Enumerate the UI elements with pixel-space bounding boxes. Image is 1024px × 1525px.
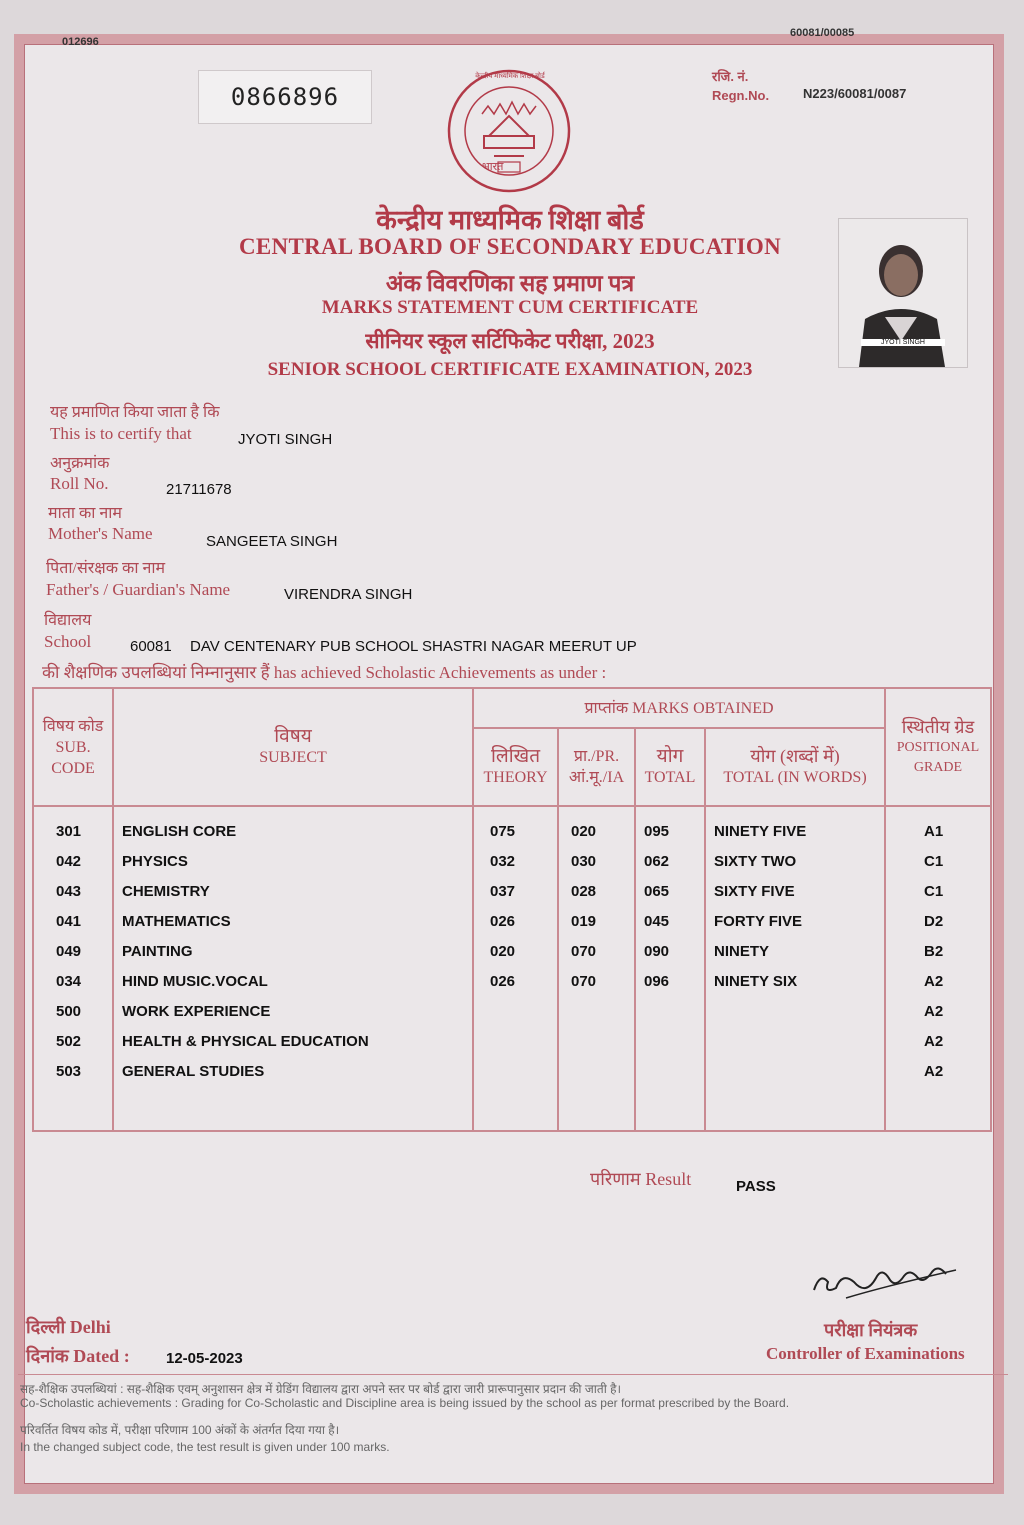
corner-serial: 012696 — [62, 36, 99, 48]
student-photo — [838, 218, 968, 368]
achievement-line: की शैक्षणिक उपलब्धियां निम्नानुसार हैं has achieved Scholastic Achievements as under : — [42, 663, 607, 682]
table-row-grade: A1 — [924, 823, 944, 840]
certify-label-hindi: यह प्रमाणित किया जाता है कि — [50, 404, 220, 421]
table-row-words: SIXTY FIVE — [714, 883, 795, 900]
theory-header: लिखित THEORY — [473, 728, 558, 806]
table-row-ia: 030 — [571, 853, 597, 870]
table-row-code: 041 — [56, 913, 82, 930]
table-row-code: 301 — [56, 823, 82, 840]
table-row-subject: GENERAL STUDIES — [122, 1063, 265, 1080]
table-row-grade: A2 — [924, 1003, 944, 1020]
roll-label-hindi: अनुक्रमांक — [50, 455, 110, 472]
note2-hindi: परिवर्तित विषय कोड में, परीक्षा परिणाम 100 अंकों के अंतर्गत दिया गया है। — [20, 1423, 340, 1437]
regn-label-hindi: रजि. नं. — [712, 69, 749, 84]
table-row-grade: A2 — [924, 1063, 944, 1080]
regn-label: Regn.No. — [712, 88, 770, 103]
cbse-emblem-icon — [444, 66, 574, 196]
mother-label-hindi: माता का नाम — [48, 505, 123, 522]
top-right-code: 60081/00085 — [790, 27, 855, 39]
controller-label: Controller of Examinations — [766, 1344, 965, 1363]
statement-title-hindi: अंक विवरणिका सह प्रमाण पत्र — [385, 271, 635, 296]
total-column — [635, 806, 705, 1131]
table-row-words: NINETY FIVE — [714, 823, 807, 840]
regn-value: N223/60081/0087 — [803, 86, 907, 101]
total-header: योग TOTAL — [635, 728, 705, 806]
table-row-subject: MATHEMATICS — [122, 913, 231, 930]
result-label: परिणाम Result — [590, 1169, 692, 1189]
marks-obtained-header: प्राप्तांक MARKS OBTAINED — [473, 688, 885, 728]
table-row-theory: 026 — [490, 973, 516, 990]
table-row-words: NINETY SIX — [714, 973, 798, 990]
certify-label: This is to certify that — [50, 424, 192, 443]
table-row-grade: D2 — [924, 913, 944, 930]
theory-column — [473, 806, 558, 1131]
table-row-code: 503 — [56, 1063, 82, 1080]
exam-title-hindi: सीनियर स्कूल सर्टिफिकेट परीक्षा, 2023 — [365, 329, 655, 353]
table-row-ia: 028 — [571, 883, 597, 900]
note1-hindi: सह-शैक्षिक उपलब्धियां : सह-शैक्षिक एवम् अनुशासन क्षेत्र में ग्रेडिंग विद्यालय द्वारा अपने स्तर पर बोर्ड द्वारा जारी प्रारूपानुसार प्रदान की जाती है। — [20, 1382, 622, 1396]
table-row-total: 062 — [644, 853, 670, 870]
note2: In the changed subject code, the test result is given under 100 marks. — [20, 1440, 390, 1454]
table-row-theory: 075 — [490, 823, 516, 840]
table-row-grade: C1 — [924, 853, 944, 870]
table-row-subject: HEALTH & PHYSICAL EDUCATION — [122, 1033, 369, 1050]
school-label: School — [44, 632, 92, 651]
table-row-code: 502 — [56, 1033, 82, 1050]
school-label-hindi: विद्यालय — [44, 612, 92, 629]
table-row-grade: B2 — [924, 943, 944, 960]
dated-label: दिनांक Dated : — [26, 1346, 130, 1366]
ia-header: प्रा./PR. आं.मू./IA — [558, 728, 635, 806]
table-row-grade: A2 — [924, 973, 944, 990]
table-row-total: 065 — [644, 883, 670, 900]
roll-label: Roll No. — [50, 474, 109, 493]
sub-code-column — [33, 806, 113, 1131]
table-row-code: 034 — [56, 973, 82, 990]
roll-number: 21711678 — [166, 481, 232, 498]
place-label: दिल्ली Delhi — [26, 1317, 111, 1337]
issue-date: 12-05-2023 — [166, 1350, 243, 1367]
father-label: Father's / Guardian's Name — [46, 580, 231, 599]
exam-title: SENIOR SCHOOL CERTIFICATE EXAMINATION, 2023 — [267, 359, 753, 380]
table-row-code: 042 — [56, 853, 82, 870]
table-row-theory: 032 — [490, 853, 516, 870]
table-row-ia: 070 — [571, 943, 597, 960]
table-row-ia: 070 — [571, 973, 597, 990]
table-row-theory: 037 — [490, 883, 516, 900]
result-value: PASS — [736, 1178, 776, 1195]
controller-signature-icon — [806, 1252, 966, 1312]
total-words-column — [705, 806, 885, 1131]
table-row-subject: ENGLISH CORE — [122, 823, 237, 840]
marks-table — [32, 687, 992, 1132]
mother-label: Mother's Name — [48, 524, 153, 543]
controller-label-hindi: परीक्षा नियंत्रक — [824, 1320, 918, 1340]
father-label-hindi: पिता/संरक्षक का नाम — [46, 560, 166, 577]
grade-column — [885, 806, 991, 1131]
subject-header: विषय SUBJECT — [113, 688, 473, 806]
table-row-subject: PAINTING — [122, 943, 193, 960]
board-title-hindi: केन्द्रीय माध्यमिक शिक्षा बोर्ड — [376, 205, 644, 235]
table-row-subject: WORK EXPERIENCE — [122, 1003, 271, 1020]
serial-number: 0866896 — [198, 70, 372, 124]
table-row-words: NINETY — [714, 943, 770, 960]
table-row-total: 090 — [644, 943, 670, 960]
table-row-code: 049 — [56, 943, 82, 960]
note1: Co-Scholastic achievements : Grading for Co-Scholastic and Discipline area is being issued by the school as per format prescribed by the Board. — [20, 1396, 790, 1410]
photo-caption: JYOTI SINGH — [861, 339, 945, 346]
sub-code-header: विषय कोड SUB. CODE — [33, 688, 113, 806]
school-code: 60081 — [130, 638, 172, 655]
table-row-ia: 019 — [571, 913, 597, 930]
table-row-words: SIXTY TWO — [714, 853, 797, 870]
statement-title: MARKS STATEMENT CUM CERTIFICATE — [321, 297, 699, 318]
table-row-grade: C1 — [924, 883, 944, 900]
emblem-bottom-text: भारत — [482, 161, 504, 173]
table-row-subject: PHYSICS — [122, 853, 188, 870]
table-row-grade: A2 — [924, 1033, 944, 1050]
table-row-theory: 020 — [490, 943, 516, 960]
footer-divider — [18, 1374, 1008, 1375]
table-row-code: 500 — [56, 1003, 82, 1020]
table-row-words: FORTY FIVE — [714, 913, 803, 930]
table-row-subject: HIND MUSIC.VOCAL — [122, 973, 268, 990]
grade-header: स्थितीय ग्रेड POSITIONAL GRADE — [885, 688, 991, 806]
table-row-theory: 026 — [490, 913, 516, 930]
subject-column — [113, 806, 473, 1131]
table-row-total: 095 — [644, 823, 670, 840]
table-row-total: 096 — [644, 973, 670, 990]
mother-name: SANGEETA SINGH — [206, 533, 338, 550]
table-row-code: 043 — [56, 883, 82, 900]
ia-column — [558, 806, 635, 1131]
board-title: CENTRAL BOARD OF SECONDARY EDUCATION — [238, 234, 782, 259]
student-name: JYOTI SINGH — [238, 431, 333, 448]
table-row-ia: 020 — [571, 823, 597, 840]
table-row-total: 045 — [644, 913, 670, 930]
school-name: DAV CENTENARY PUB SCHOOL SHASTRI NAGAR MEERUT UP — [190, 638, 637, 655]
total-words-header: योग (शब्दों में) TOTAL (IN WORDS) — [705, 728, 885, 806]
table-row-subject: CHEMISTRY — [122, 883, 210, 900]
father-name: VIRENDRA SINGH — [284, 586, 413, 603]
emblem-ring-text: केन्द्रीय माध्यमिक शिक्षा बोर्ड — [475, 72, 545, 80]
